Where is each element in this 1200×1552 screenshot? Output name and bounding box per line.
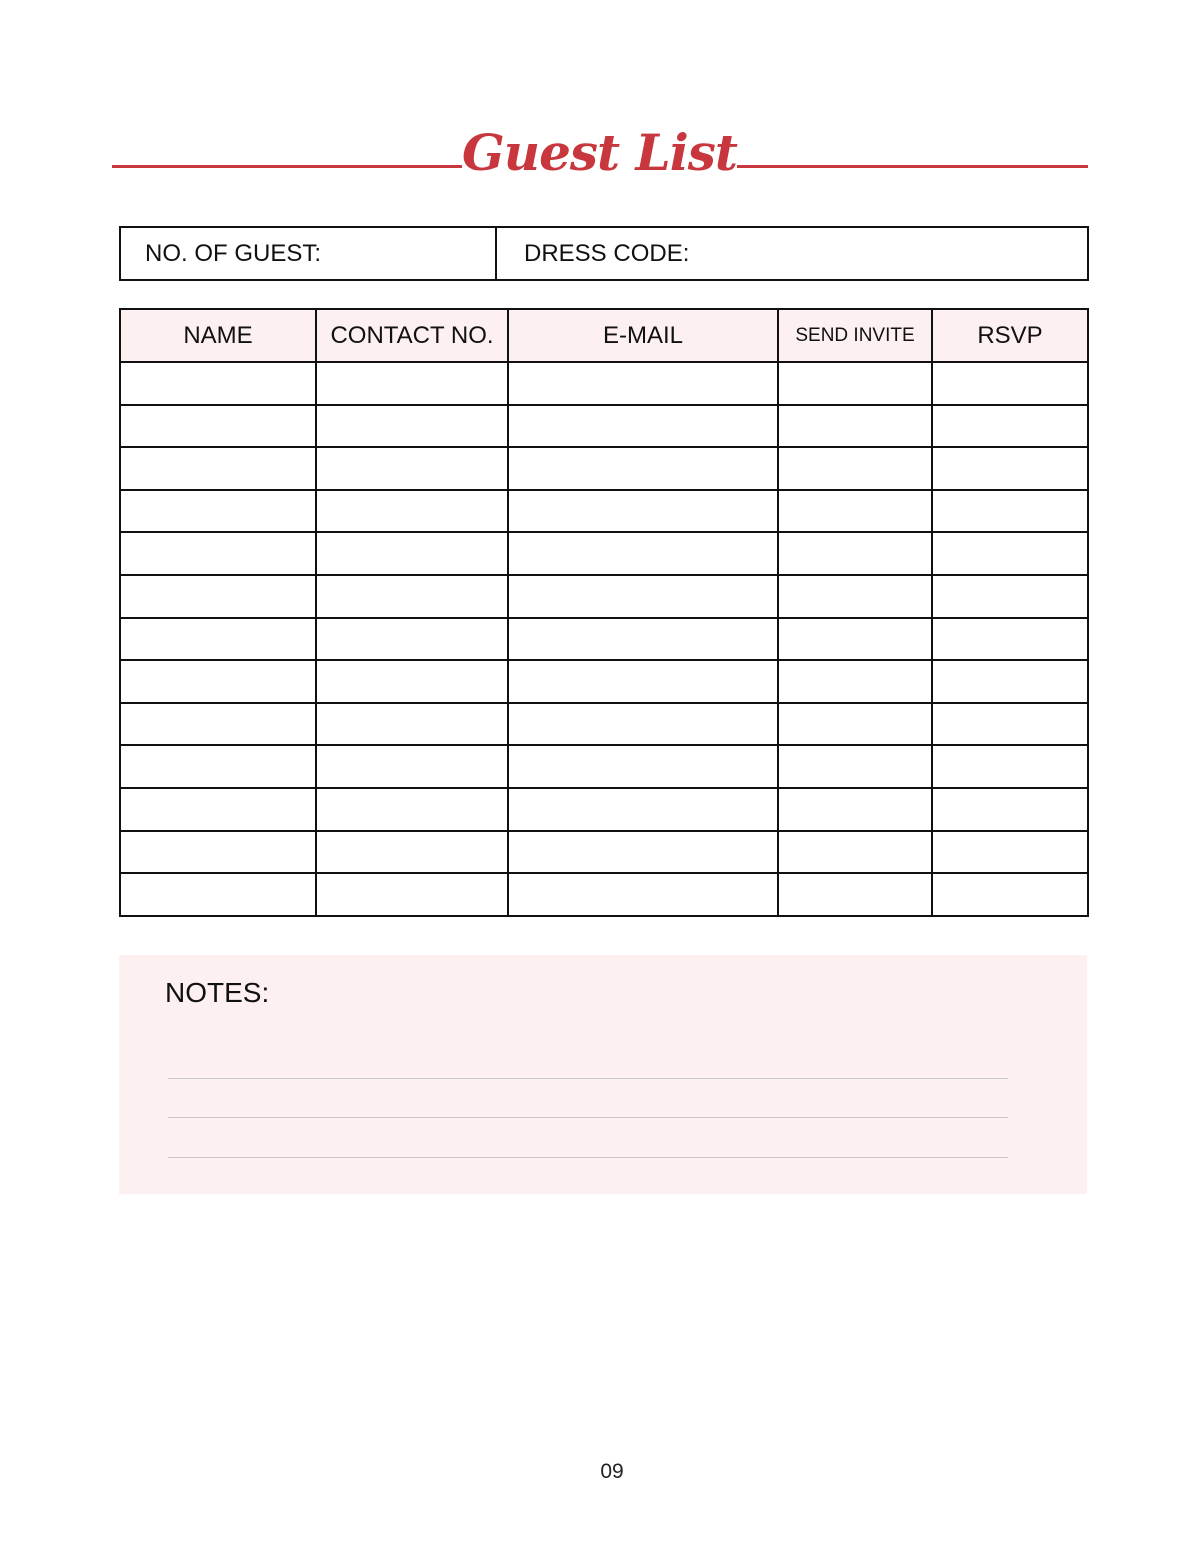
cell-rsvp[interactable] — [932, 660, 1088, 703]
table-header-row — [120, 309, 1088, 362]
table-row — [120, 532, 1088, 575]
table-row — [120, 788, 1088, 831]
page-title: Guest List — [462, 123, 737, 182]
table-row — [120, 660, 1088, 703]
cell-rsvp[interactable] — [932, 703, 1088, 746]
page-number: 09 — [600, 1460, 624, 1483]
notes-label: NOTES: — [165, 977, 270, 1008]
cell-send-invite[interactable] — [778, 447, 932, 490]
cell-rsvp[interactable] — [932, 745, 1088, 788]
cell-send-invite[interactable] — [778, 831, 932, 874]
guest-table — [119, 308, 1089, 917]
table-row — [120, 575, 1088, 618]
cell-send-invite[interactable] — [778, 618, 932, 661]
title-section — [0, 118, 1200, 188]
number-of-guests-field[interactable]: NO. OF GUEST: — [121, 228, 497, 279]
cell-name[interactable] — [120, 660, 316, 703]
table-row — [120, 873, 1088, 916]
cell-email[interactable] — [508, 660, 778, 703]
cell-name[interactable] — [120, 788, 316, 831]
table-row — [120, 831, 1088, 874]
cell-send-invite[interactable] — [778, 788, 932, 831]
cell-contact[interactable] — [316, 618, 508, 661]
notes-section — [119, 955, 1087, 1194]
cell-contact[interactable] — [316, 831, 508, 874]
title-rule-right — [737, 165, 1088, 168]
table-row — [120, 703, 1088, 746]
cell-rsvp[interactable] — [932, 873, 1088, 916]
cell-contact[interactable] — [316, 703, 508, 746]
cell-rsvp[interactable] — [932, 788, 1088, 831]
cell-contact[interactable] — [316, 490, 508, 533]
cell-contact[interactable] — [316, 447, 508, 490]
table-row — [120, 405, 1088, 448]
cell-rsvp[interactable] — [932, 405, 1088, 448]
cell-contact[interactable] — [316, 660, 508, 703]
notes-line[interactable] — [168, 1078, 1008, 1079]
cell-contact[interactable] — [316, 788, 508, 831]
cell-contact[interactable] — [316, 532, 508, 575]
event-info-box — [119, 226, 1089, 281]
cell-send-invite[interactable] — [778, 660, 932, 703]
cell-name[interactable] — [120, 362, 316, 405]
cell-email[interactable] — [508, 831, 778, 874]
cell-email[interactable] — [508, 447, 778, 490]
cell-name[interactable] — [120, 873, 316, 916]
table-row — [120, 447, 1088, 490]
title-rule-left — [112, 165, 462, 168]
cell-name[interactable] — [120, 703, 316, 746]
cell-rsvp[interactable] — [932, 490, 1088, 533]
cell-name[interactable] — [120, 490, 316, 533]
cell-send-invite[interactable] — [778, 873, 932, 916]
cell-email[interactable] — [508, 362, 778, 405]
cell-contact[interactable] — [316, 575, 508, 618]
cell-name[interactable] — [120, 618, 316, 661]
column-header-rsvp: RSVP — [932, 309, 1088, 362]
column-header-email: E-MAIL — [508, 309, 778, 362]
cell-email[interactable] — [508, 788, 778, 831]
cell-rsvp[interactable] — [932, 618, 1088, 661]
cell-rsvp[interactable] — [932, 362, 1088, 405]
cell-email[interactable] — [508, 532, 778, 575]
cell-send-invite[interactable] — [778, 745, 932, 788]
cell-send-invite[interactable] — [778, 405, 932, 448]
cell-name[interactable] — [120, 745, 316, 788]
cell-contact[interactable] — [316, 873, 508, 916]
cell-rsvp[interactable] — [932, 831, 1088, 874]
cell-email[interactable] — [508, 618, 778, 661]
cell-contact[interactable] — [316, 405, 508, 448]
table-row — [120, 490, 1088, 533]
cell-send-invite[interactable] — [778, 703, 932, 746]
cell-name[interactable] — [120, 831, 316, 874]
column-header-contact: CONTACT NO. — [316, 309, 508, 362]
cell-email[interactable] — [508, 745, 778, 788]
dress-code-field[interactable]: DRESS CODE: — [524, 240, 690, 267]
notes-line[interactable] — [168, 1157, 1008, 1158]
cell-email[interactable] — [508, 873, 778, 916]
cell-send-invite[interactable] — [778, 362, 932, 405]
cell-email[interactable] — [508, 703, 778, 746]
cell-email[interactable] — [508, 490, 778, 533]
cell-send-invite[interactable] — [778, 490, 932, 533]
cell-rsvp[interactable] — [932, 532, 1088, 575]
cell-contact[interactable] — [316, 745, 508, 788]
cell-name[interactable] — [120, 532, 316, 575]
cell-name[interactable] — [120, 447, 316, 490]
cell-rsvp[interactable] — [932, 447, 1088, 490]
cell-contact[interactable] — [316, 362, 508, 405]
column-header-send-invite: SEND INVITE — [778, 309, 932, 362]
cell-name[interactable] — [120, 405, 316, 448]
table-row — [120, 745, 1088, 788]
column-header-name: NAME — [120, 309, 316, 362]
cell-email[interactable] — [508, 405, 778, 448]
table-row — [120, 618, 1088, 661]
cell-name[interactable] — [120, 575, 316, 618]
cell-email[interactable] — [508, 575, 778, 618]
cell-send-invite[interactable] — [778, 575, 932, 618]
table-row — [120, 362, 1088, 405]
notes-line[interactable] — [168, 1117, 1008, 1118]
cell-rsvp[interactable] — [932, 575, 1088, 618]
cell-send-invite[interactable] — [778, 532, 932, 575]
